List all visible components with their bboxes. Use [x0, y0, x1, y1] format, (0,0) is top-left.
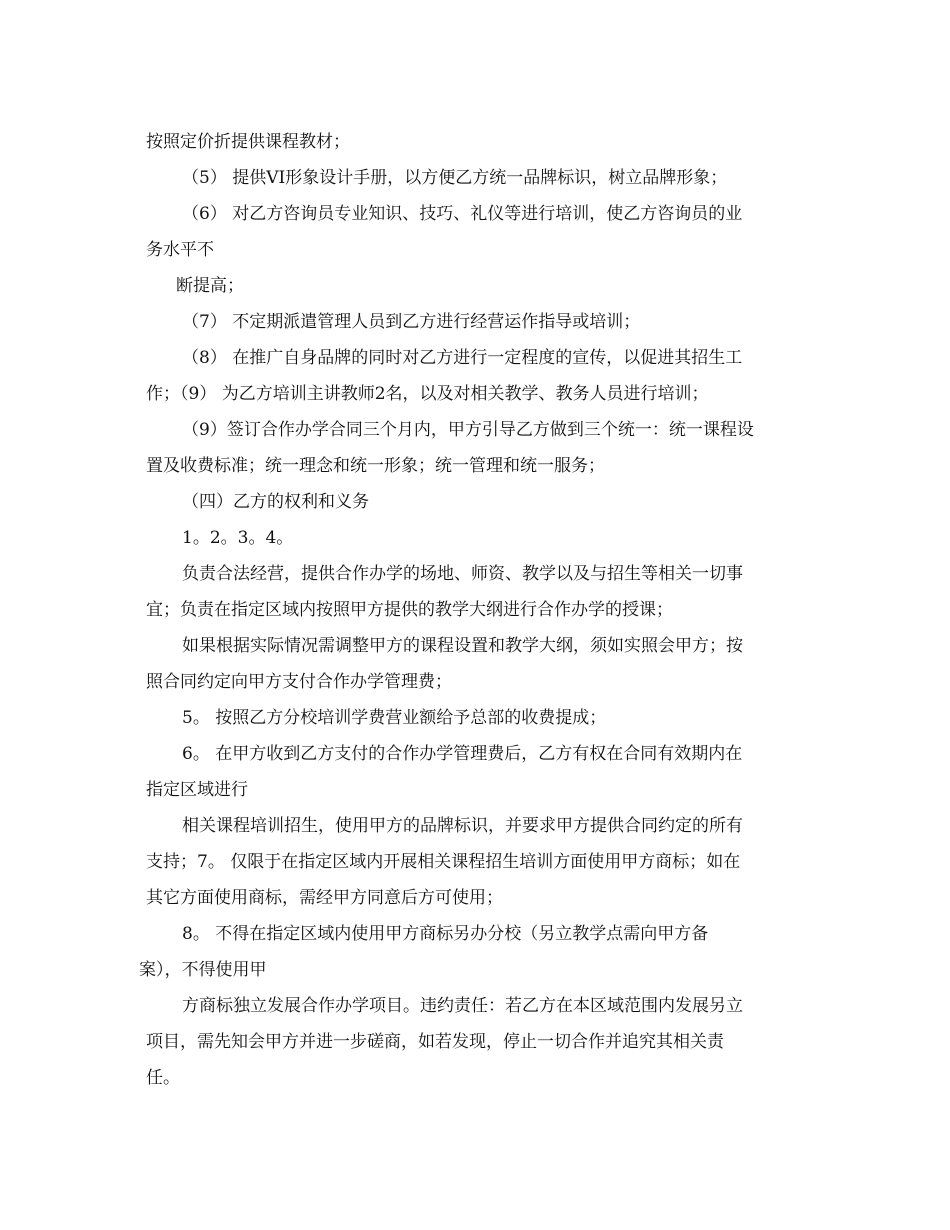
paragraph-line: 断提高； [176, 276, 244, 296]
paragraph-line: 方商标独立发展合作办学项目。违约责任：若乙方在本区域范围内发展另立 [182, 996, 743, 1016]
paragraph-line: 指定区域进行 [146, 780, 248, 800]
paragraph-line: 5。 按照乙方分校培训学费营业额给予总部的收费提成； [182, 708, 607, 728]
paragraph-line: （7） 不定期派遣管理人员到乙方进行经营运作指导或培训； [182, 312, 641, 332]
paragraph-line: 6。 在甲方收到乙方支付的合作办学管理费后，乙方有权在合同有效期内在 [182, 744, 743, 764]
paragraph-line: 相关课程培训招生，使用甲方的品牌标识，并要求甲方提供合同约定的所有 [182, 816, 743, 836]
paragraph-line: 作；（9） 为乙方培训主讲教师2名，以及对相关教学、教务人员进行培训； [146, 384, 709, 404]
paragraph-line: 8。 不得在指定区域内使用甲方商标另办分校（另立教学点需向甲方备 [182, 924, 709, 944]
paragraph-line: 案），不得使用甲 [139, 960, 267, 980]
paragraph-line: 按照定价折提供课程教材； [146, 132, 350, 152]
paragraph-line: 宜；负责在指定区域内按照甲方提供的教学大纲进行合作办学的授课； [146, 600, 673, 620]
paragraph-line: 置及收费标准；统一理念和统一形象；统一管理和统一服务； [146, 456, 605, 476]
paragraph-line: （8） 在推广自身品牌的同时对乙方进行一定程度的宣传，以促进其招生工 [182, 348, 743, 368]
paragraph-line: 支持；7。 仅限于在指定区域内开展相关课程招生培训方面使用甲方商标；如在 [146, 852, 741, 872]
paragraph-line: 项目，需先知会甲方并进一步磋商，如若发现，停止一切合作并追究其相关责 [146, 1032, 724, 1052]
paragraph-line: （5） 提供VI形象设计手册，以方便乙方统一品牌标识，树立品牌形象； [182, 168, 728, 188]
document-body [139, 124, 806, 1096]
paragraph-line: 任。 [146, 1068, 180, 1088]
paragraph-line: 务水平不 [146, 240, 214, 260]
paragraph-line: 如果根据实际情况需调整甲方的课程设置和教学大纲，须如实照会甲方；按 [182, 636, 743, 656]
paragraph-line: （9）签订合作办学合同三个月内，甲方引导乙方做到三个统一：统一课程设 [182, 420, 754, 440]
paragraph-line: 负责合法经营，提供合作办学的场地、师资、教学以及与招生等相关一切事 [182, 564, 743, 584]
paragraph-line: （6） 对乙方咨询员专业知识、技巧、礼仪等进行培训，使乙方咨询员的业 [182, 204, 743, 224]
paragraph-line: 照合同约定向甲方支付合作办学管理费； [146, 672, 452, 692]
paragraph-line: 1。2。3。4。 [182, 528, 294, 548]
paragraph-line: 其它方面使用商标，需经甲方同意后方可使用； [146, 888, 503, 908]
section-heading: （四）乙方的权利和义务 [182, 492, 369, 512]
